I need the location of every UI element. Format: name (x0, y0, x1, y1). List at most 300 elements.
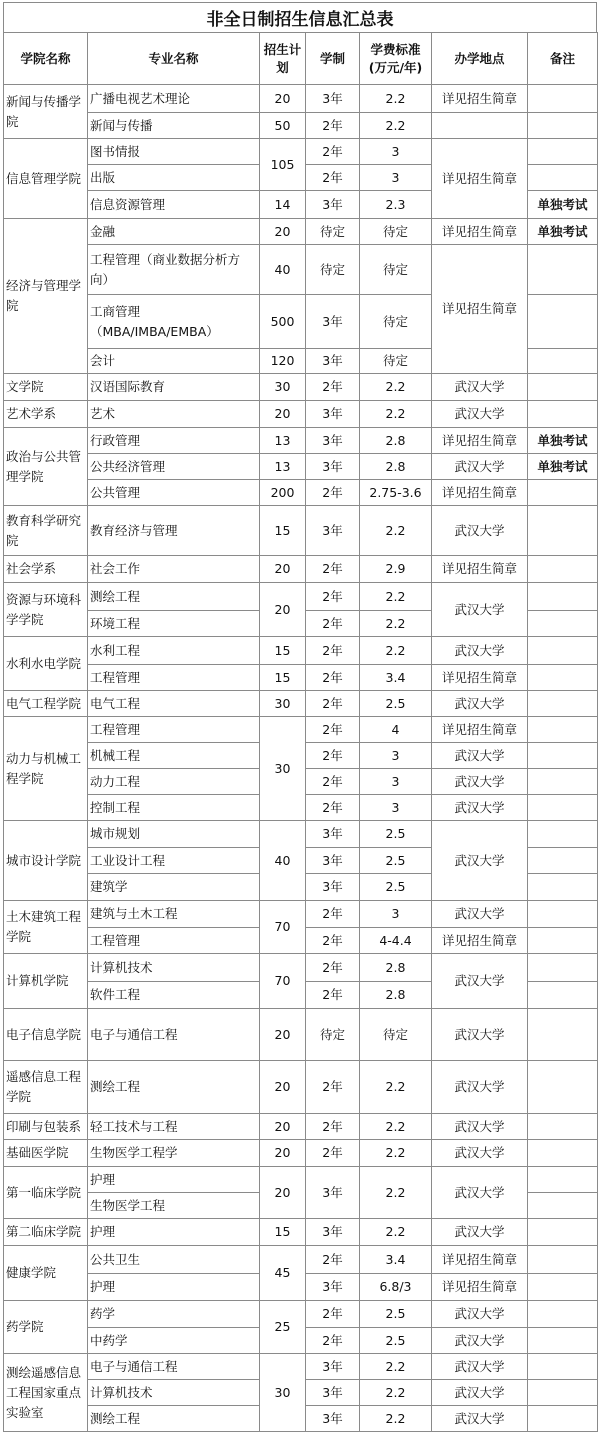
table-row (4, 139, 598, 165)
duration-cell: 2年 (306, 928, 360, 954)
college-name-cell: 动力与机械工程学院 (4, 717, 88, 821)
note-cell: 单独考试 (528, 454, 598, 480)
column-header: 专业名称 (88, 33, 260, 85)
fee-cell: 3 (360, 769, 432, 795)
note-cell (528, 1328, 598, 1354)
note-cell (528, 480, 598, 506)
note-cell (528, 1193, 598, 1219)
location-cell: 武汉大学 (432, 1167, 528, 1219)
table-row (4, 583, 598, 611)
duration-cell: 3年 (306, 874, 360, 901)
note-cell (528, 611, 598, 637)
fee-cell: 2.2 (360, 1167, 432, 1219)
fee-cell: 3 (360, 165, 432, 191)
location-cell: 武汉大学 (432, 795, 528, 821)
quota-cell: 40 (260, 245, 306, 295)
quota-cell: 20 (260, 1061, 306, 1114)
location-cell: 武汉大学 (432, 1380, 528, 1406)
quota-cell: 30 (260, 374, 306, 401)
quota-cell: 15 (260, 506, 306, 556)
table-row (4, 556, 598, 583)
location-cell: 详见招生简章 (432, 245, 528, 374)
college-name-cell: 药学院 (4, 1301, 88, 1354)
location-cell: 详见招生简章 (432, 480, 528, 506)
fee-cell: 2.5 (360, 1301, 432, 1328)
location-cell: 详见招生简章 (432, 1274, 528, 1301)
duration-cell: 2年 (306, 374, 360, 401)
duration-cell: 待定 (306, 219, 360, 245)
location-cell: 武汉大学 (432, 637, 528, 665)
table-row (4, 691, 598, 717)
duration-cell: 2年 (306, 556, 360, 583)
fee-cell: 2.2 (360, 1354, 432, 1380)
duration-cell: 2年 (306, 1246, 360, 1274)
location-cell: 武汉大学 (432, 1328, 528, 1354)
location-cell: 武汉大学 (432, 1061, 528, 1114)
college-name-cell: 电子信息学院 (4, 1009, 88, 1061)
fee-cell: 2.8 (360, 454, 432, 480)
major-cell: 建筑与土木工程 (88, 901, 260, 928)
major-cell: 测绘工程 (88, 583, 260, 611)
duration-cell: 2年 (306, 665, 360, 691)
duration-cell: 3年 (306, 349, 360, 374)
location-cell: 武汉大学 (432, 1301, 528, 1328)
major-cell: 出版 (88, 165, 260, 191)
location-cell: 武汉大学 (432, 954, 528, 1009)
major-cell: 信息资源管理 (88, 191, 260, 219)
duration-cell: 待定 (306, 245, 360, 295)
duration-cell: 2年 (306, 1114, 360, 1140)
location-cell: 武汉大学 (432, 691, 528, 717)
major-cell: 城市规划 (88, 821, 260, 848)
column-header: 办学地点 (432, 33, 528, 85)
note-cell (528, 1380, 598, 1406)
note-cell (528, 165, 598, 191)
duration-cell: 3年 (306, 848, 360, 874)
major-cell: 工程管理 (88, 717, 260, 743)
quota-cell: 15 (260, 1219, 306, 1246)
duration-cell: 3年 (306, 1167, 360, 1219)
location-cell: 详见招生简章 (432, 428, 528, 454)
major-cell: 中药学 (88, 1328, 260, 1354)
duration-cell: 2年 (306, 480, 360, 506)
note-cell (528, 717, 598, 743)
column-header: 学制 (306, 33, 360, 85)
duration-cell: 3年 (306, 1380, 360, 1406)
quota-cell: 20 (260, 1009, 306, 1061)
table-row (4, 1301, 598, 1328)
fee-cell: 2.5 (360, 1328, 432, 1354)
quota-cell: 13 (260, 454, 306, 480)
fee-cell: 2.2 (360, 85, 432, 113)
fee-cell: 3.4 (360, 1246, 432, 1274)
note-cell (528, 506, 598, 556)
table-row (4, 1061, 598, 1114)
major-cell: 行政管理 (88, 428, 260, 454)
column-header: 学费标准(万元/年) (360, 33, 432, 85)
fee-cell: 6.8/3 (360, 1274, 432, 1301)
table-row (4, 454, 598, 480)
fee-cell: 待定 (360, 295, 432, 349)
major-cell: 护理 (88, 1219, 260, 1246)
duration-cell: 2年 (306, 691, 360, 717)
quota-cell: 30 (260, 717, 306, 821)
major-cell: 动力工程 (88, 769, 260, 795)
quota-cell: 20 (260, 583, 306, 637)
table-row (4, 374, 598, 401)
note-cell (528, 821, 598, 848)
college-name-cell: 第一临床学院 (4, 1167, 88, 1219)
fee-cell: 2.2 (360, 1380, 432, 1406)
location-cell: 详见招生简章 (432, 717, 528, 743)
location-cell: 详见招生简章 (432, 139, 528, 219)
column-header: 备注 (528, 33, 598, 85)
college-name-cell: 新闻与传播学院 (4, 85, 88, 139)
column-header: 招生计划 (260, 33, 306, 85)
duration-cell: 2年 (306, 743, 360, 769)
duration-cell: 3年 (306, 191, 360, 219)
fee-cell: 2.2 (360, 1219, 432, 1246)
table-row (4, 954, 598, 982)
note-cell (528, 848, 598, 874)
note-cell (528, 245, 598, 295)
location-cell: 武汉大学 (432, 1009, 528, 1061)
major-cell: 工程管理（商业数据分析方向） (88, 245, 260, 295)
duration-cell: 3年 (306, 506, 360, 556)
college-name-cell: 文学院 (4, 374, 88, 401)
note-cell (528, 665, 598, 691)
duration-cell: 3年 (306, 1274, 360, 1301)
college-name-cell: 资源与环境科学学院 (4, 583, 88, 637)
quota-cell: 20 (260, 1140, 306, 1167)
fee-cell: 2.75-3.6 (360, 480, 432, 506)
location-cell: 详见招生简章 (432, 85, 528, 113)
duration-cell: 2年 (306, 1140, 360, 1167)
duration-cell: 2年 (306, 637, 360, 665)
duration-cell: 2年 (306, 795, 360, 821)
college-name-cell: 第二临床学院 (4, 1219, 88, 1246)
fee-cell: 2.5 (360, 848, 432, 874)
table-row (4, 85, 598, 113)
duration-cell: 3年 (306, 85, 360, 113)
enrollment-table (3, 32, 598, 1432)
fee-cell: 2.2 (360, 1114, 432, 1140)
fee-cell: 2.2 (360, 401, 432, 428)
table-row (4, 901, 598, 928)
table-row (4, 665, 598, 691)
fee-cell: 3 (360, 139, 432, 165)
major-cell: 建筑学 (88, 874, 260, 901)
location-cell: 详见招生简章 (432, 928, 528, 954)
major-cell: 工程管理 (88, 665, 260, 691)
note-cell (528, 901, 598, 928)
duration-cell: 2年 (306, 583, 360, 611)
quota-cell: 45 (260, 1246, 306, 1301)
fee-cell: 2.9 (360, 556, 432, 583)
location-cell: 详见招生简章 (432, 219, 528, 245)
quota-cell: 20 (260, 219, 306, 245)
note-cell (528, 982, 598, 1009)
table-row (4, 1009, 598, 1061)
major-cell: 公共管理 (88, 480, 260, 506)
fee-cell: 2.8 (360, 428, 432, 454)
duration-cell: 2年 (306, 1328, 360, 1354)
major-cell: 护理 (88, 1167, 260, 1193)
note-cell: 单独考试 (528, 428, 598, 454)
quota-cell: 20 (260, 1114, 306, 1140)
table-row (4, 1114, 598, 1140)
fee-cell: 3 (360, 795, 432, 821)
quota-cell: 40 (260, 821, 306, 901)
quota-cell: 70 (260, 901, 306, 954)
major-cell: 工业设计工程 (88, 848, 260, 874)
major-cell: 电气工程 (88, 691, 260, 717)
major-cell: 护理 (88, 1274, 260, 1301)
major-cell: 社会工作 (88, 556, 260, 583)
quota-cell: 50 (260, 113, 306, 139)
fee-cell: 2.2 (360, 611, 432, 637)
location-cell: 武汉大学 (432, 506, 528, 556)
table-row (4, 821, 598, 848)
location-cell: 武汉大学 (432, 454, 528, 480)
duration-cell: 3年 (306, 428, 360, 454)
major-cell: 公共经济管理 (88, 454, 260, 480)
duration-cell: 3年 (306, 454, 360, 480)
major-cell: 新闻与传播 (88, 113, 260, 139)
note-cell (528, 1301, 598, 1328)
note-cell (528, 743, 598, 769)
major-cell: 电子与通信工程 (88, 1009, 260, 1061)
note-cell (528, 113, 598, 139)
note-cell (528, 139, 598, 165)
major-cell: 环境工程 (88, 611, 260, 637)
fee-cell: 待定 (360, 349, 432, 374)
quota-cell: 500 (260, 295, 306, 349)
note-cell (528, 1274, 598, 1301)
duration-cell: 3年 (306, 1354, 360, 1380)
location-cell: 武汉大学 (432, 1114, 528, 1140)
note-cell (528, 295, 598, 349)
major-cell: 汉语国际教育 (88, 374, 260, 401)
fee-cell: 2.2 (360, 1061, 432, 1114)
major-cell: 测绘工程 (88, 1406, 260, 1432)
note-cell (528, 1009, 598, 1061)
table-row (4, 1140, 598, 1167)
college-name-cell: 政治与公共管理学院 (4, 428, 88, 506)
college-name-cell: 计算机学院 (4, 954, 88, 1009)
note-cell (528, 1061, 598, 1114)
table-row (4, 506, 598, 556)
header-row (4, 33, 598, 85)
location-cell: 武汉大学 (432, 401, 528, 428)
page-title: 非全日制招生信息汇总表 (3, 2, 597, 32)
major-cell: 药学 (88, 1301, 260, 1328)
duration-cell: 2年 (306, 611, 360, 637)
major-cell: 图书情报 (88, 139, 260, 165)
fee-cell: 2.8 (360, 954, 432, 982)
duration-cell: 3年 (306, 1219, 360, 1246)
fee-cell: 4 (360, 717, 432, 743)
college-name-cell: 水利水电学院 (4, 637, 88, 691)
fee-cell: 2.2 (360, 1140, 432, 1167)
note-cell (528, 374, 598, 401)
fee-cell: 3 (360, 743, 432, 769)
quota-cell: 70 (260, 954, 306, 1009)
college-name-cell: 土木建筑工程学院 (4, 901, 88, 954)
duration-cell: 2年 (306, 982, 360, 1009)
college-name-cell: 电气工程学院 (4, 691, 88, 717)
duration-cell: 2年 (306, 139, 360, 165)
duration-cell: 3年 (306, 295, 360, 349)
table-row (4, 113, 598, 139)
duration-cell: 2年 (306, 165, 360, 191)
fee-cell: 2.2 (360, 374, 432, 401)
table-row (4, 428, 598, 454)
note-cell (528, 556, 598, 583)
major-cell: 计算机技术 (88, 1380, 260, 1406)
major-cell: 测绘工程 (88, 1061, 260, 1114)
college-name-cell: 健康学院 (4, 1246, 88, 1301)
location-cell: 武汉大学 (432, 583, 528, 637)
fee-cell: 3.4 (360, 665, 432, 691)
major-cell: 工程管理 (88, 928, 260, 954)
note-cell (528, 85, 598, 113)
major-cell: 计算机技术 (88, 954, 260, 982)
duration-cell: 2年 (306, 769, 360, 795)
table-row (4, 480, 598, 506)
location-cell: 武汉大学 (432, 1354, 528, 1380)
duration-cell: 3年 (306, 1406, 360, 1432)
location-cell: 武汉大学 (432, 1140, 528, 1167)
fee-cell: 2.3 (360, 191, 432, 219)
quota-cell: 200 (260, 480, 306, 506)
major-cell: 水利工程 (88, 637, 260, 665)
duration-cell: 2年 (306, 717, 360, 743)
college-name-cell: 艺术学系 (4, 401, 88, 428)
column-header: 学院名称 (4, 33, 88, 85)
major-cell: 工商管理（MBA/IMBA/EMBA） (88, 295, 260, 349)
quota-cell: 120 (260, 349, 306, 374)
fee-cell: 2.2 (360, 637, 432, 665)
location-cell: 武汉大学 (432, 1406, 528, 1432)
location-cell: 详见招生简章 (432, 665, 528, 691)
major-cell: 艺术 (88, 401, 260, 428)
college-name-cell: 经济与管理学院 (4, 219, 88, 374)
table-row (4, 245, 598, 295)
quota-cell: 30 (260, 691, 306, 717)
fee-cell: 待定 (360, 219, 432, 245)
fee-cell: 2.2 (360, 113, 432, 139)
table-row (4, 401, 598, 428)
note-cell (528, 583, 598, 611)
location-cell: 武汉大学 (432, 901, 528, 928)
quota-cell: 105 (260, 139, 306, 191)
table-row (4, 219, 598, 245)
note-cell (528, 401, 598, 428)
note-cell (528, 1114, 598, 1140)
quota-cell: 15 (260, 637, 306, 665)
duration-cell: 3年 (306, 821, 360, 848)
college-name-cell: 信息管理学院 (4, 139, 88, 219)
location-cell: 详见招生简章 (432, 1246, 528, 1274)
duration-cell: 2年 (306, 901, 360, 928)
note-cell (528, 1140, 598, 1167)
note-cell (528, 1167, 598, 1193)
table-row (4, 1246, 598, 1274)
major-cell: 生物医学工程 (88, 1193, 260, 1219)
college-name-cell: 教育科学研究院 (4, 506, 88, 556)
note-cell (528, 1354, 598, 1380)
major-cell: 电子与通信工程 (88, 1354, 260, 1380)
major-cell: 金融 (88, 219, 260, 245)
fee-cell: 待定 (360, 245, 432, 295)
major-cell: 控制工程 (88, 795, 260, 821)
fee-cell: 3 (360, 901, 432, 928)
duration-cell: 2年 (306, 954, 360, 982)
note-cell (528, 1406, 598, 1432)
quota-cell: 30 (260, 1354, 306, 1432)
quota-cell: 15 (260, 665, 306, 691)
location-cell: 详见招生简章 (432, 556, 528, 583)
quota-cell: 14 (260, 191, 306, 219)
table-row (4, 1167, 598, 1193)
note-cell (528, 928, 598, 954)
major-cell: 广播电视艺术理论 (88, 85, 260, 113)
quota-cell: 20 (260, 556, 306, 583)
fee-cell: 待定 (360, 1009, 432, 1061)
note-cell (528, 349, 598, 374)
college-name-cell: 印刷与包装系 (4, 1114, 88, 1140)
fee-cell: 2.5 (360, 691, 432, 717)
duration-cell: 待定 (306, 1009, 360, 1061)
college-name-cell: 测绘遥感信息工程国家重点实验室 (4, 1354, 88, 1432)
duration-cell: 2年 (306, 1301, 360, 1328)
college-name-cell: 社会学系 (4, 556, 88, 583)
major-cell: 轻工技术与工程 (88, 1114, 260, 1140)
table-row (4, 717, 598, 743)
note-cell: 单独考试 (528, 219, 598, 245)
fee-cell: 2.5 (360, 821, 432, 848)
location-cell: 武汉大学 (432, 821, 528, 901)
major-cell: 教育经济与管理 (88, 506, 260, 556)
table-row (4, 637, 598, 665)
fee-cell: 2.5 (360, 874, 432, 901)
location-cell: 武汉大学 (432, 374, 528, 401)
table-row (4, 1354, 598, 1380)
major-cell: 生物医学工程学 (88, 1140, 260, 1167)
location-cell: 武汉大学 (432, 1219, 528, 1246)
location-cell (432, 113, 528, 139)
quota-cell: 20 (260, 85, 306, 113)
location-cell: 武汉大学 (432, 769, 528, 795)
college-name-cell: 城市设计学院 (4, 821, 88, 901)
major-cell: 机械工程 (88, 743, 260, 769)
college-name-cell: 遥感信息工程学院 (4, 1061, 88, 1114)
major-cell: 会计 (88, 349, 260, 374)
fee-cell: 4-4.4 (360, 928, 432, 954)
note-cell: 单独考试 (528, 191, 598, 219)
college-name-cell: 基础医学院 (4, 1140, 88, 1167)
note-cell (528, 874, 598, 901)
location-cell: 武汉大学 (432, 743, 528, 769)
note-cell (528, 691, 598, 717)
quota-cell: 13 (260, 428, 306, 454)
note-cell (528, 1246, 598, 1274)
quota-cell: 20 (260, 401, 306, 428)
fee-cell: 2.8 (360, 982, 432, 1009)
major-cell: 软件工程 (88, 982, 260, 1009)
duration-cell: 2年 (306, 1061, 360, 1114)
